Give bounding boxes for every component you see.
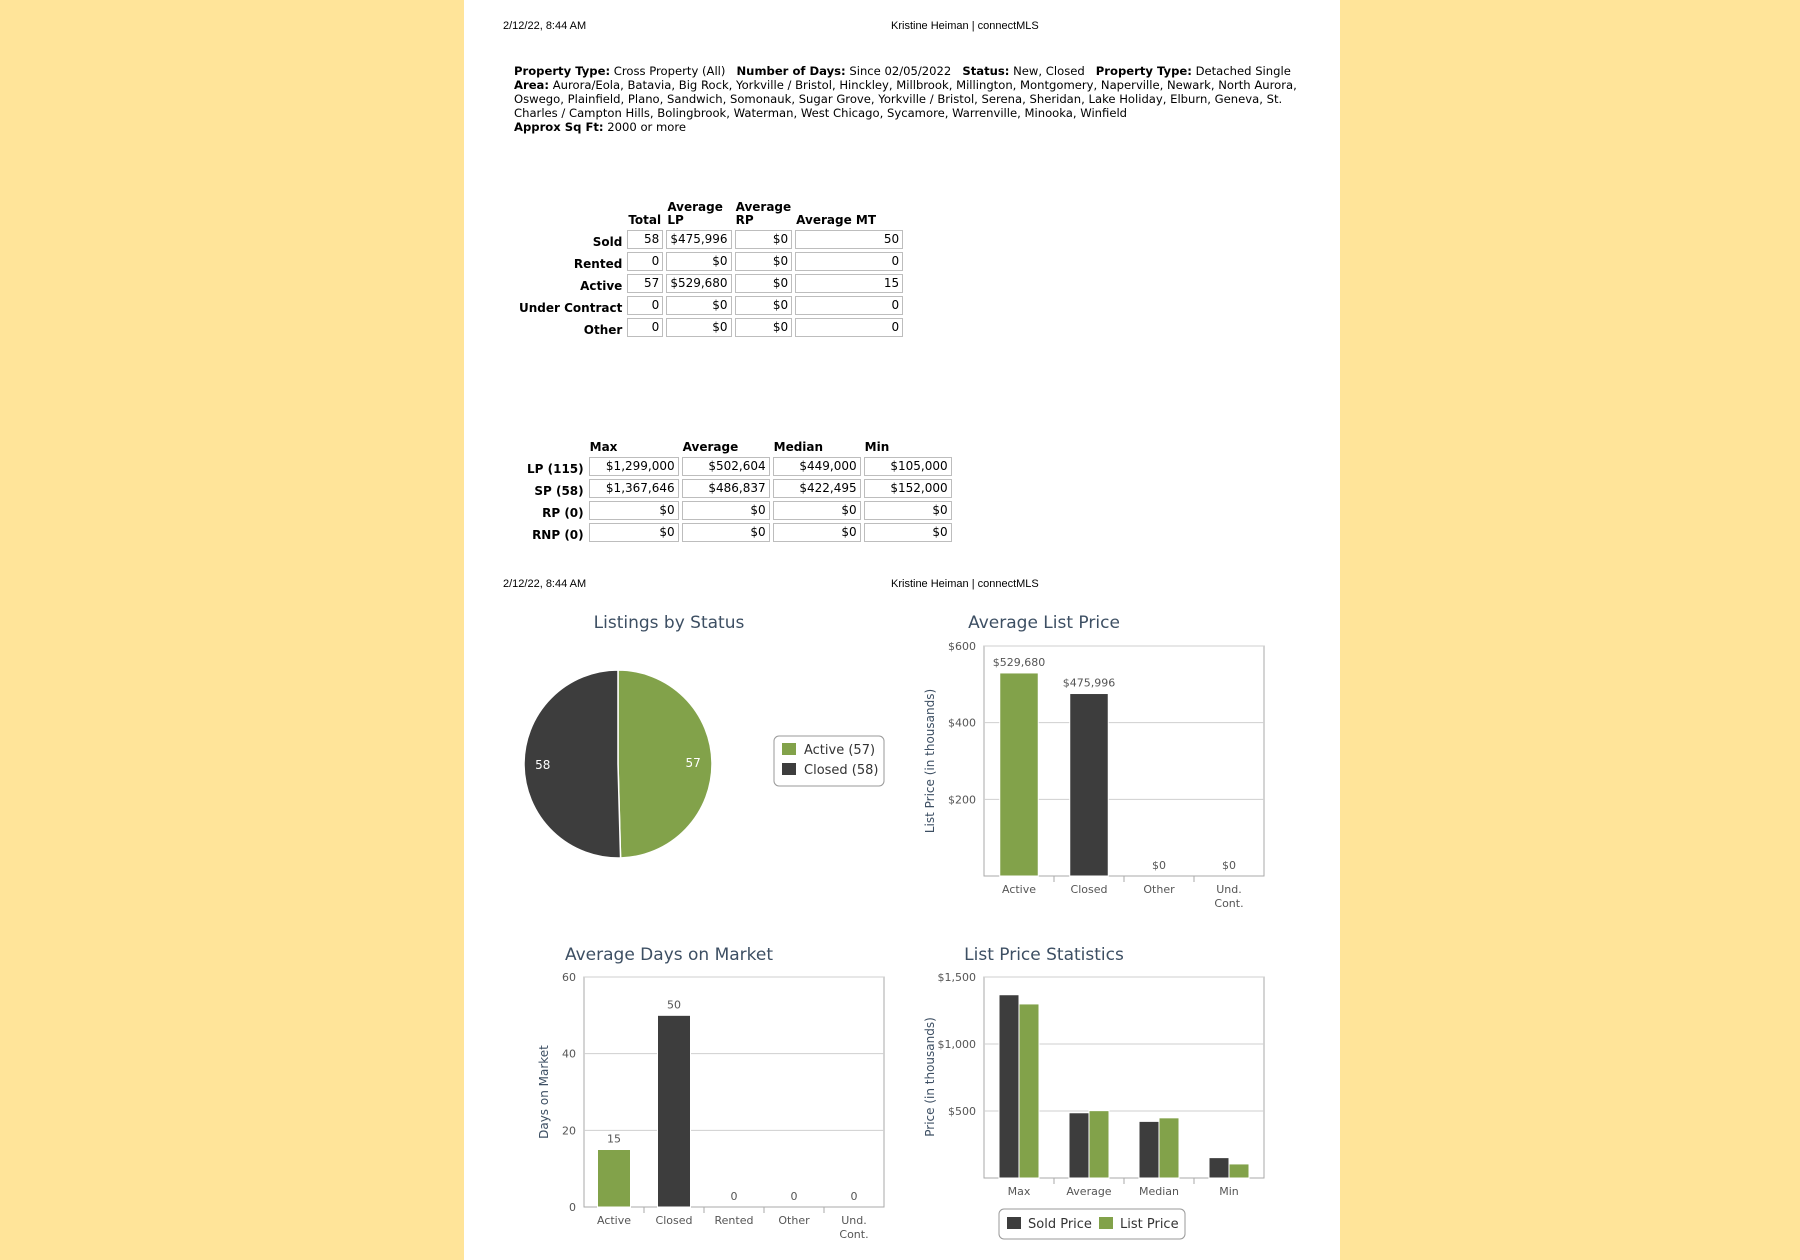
y-tick-label: $1,500 [937, 971, 976, 984]
x-tick-label: Rented [714, 1214, 754, 1227]
y-tick-label: 0 [569, 1201, 576, 1214]
table-cell: 0 [795, 318, 903, 337]
bar [1229, 1164, 1249, 1178]
data-label: 0 [850, 1190, 858, 1203]
row-label: LP (115) [527, 462, 584, 476]
table-cell: 0 [627, 318, 663, 337]
chart-title-listings-by-status: Listings by Status [593, 613, 745, 633]
pie-label-active: 57 [685, 755, 701, 770]
data-label: 15 [607, 1132, 621, 1146]
row-label: Rented [573, 257, 623, 271]
table-cell: $105,000 [864, 457, 952, 476]
bar [1069, 1113, 1089, 1178]
criteria-value: Aurora/Eola, Batavia, Big Rock, Yorkville / Bristol, Hinckley, Millbrook, Millington, Montgomery, Naperville, Newark, North Aurora, Oswego, Plainfield, Plano, Sandwich, Somonauk, Sugar Grove, Yorkville / Bristol, Serena, Sheridan, Lake Holiday, Elburn, Geneva, St. Charles / Campton Hills, Bolingbrook, Waterman, West Chicago, Sycamore, Warrenville, Minooka, Winfield [514, 78, 1297, 120]
pie-legend [774, 736, 884, 786]
criteria-value: Detached Single [1195, 64, 1291, 78]
table-cell: $0 [735, 296, 793, 315]
legend-swatch-active [782, 743, 796, 755]
table-cell: $0 [682, 501, 770, 520]
y-tick-label: 20 [562, 1124, 576, 1138]
criteria-label: Property Type: [1095, 64, 1192, 78]
y-axis-label: Days on Market [537, 1045, 551, 1139]
table-cell: $0 [589, 523, 679, 542]
table-cell: 15 [795, 274, 903, 293]
x-tick-label: Max [1007, 1185, 1031, 1198]
legend-swatch-closed [782, 763, 796, 775]
report-page [464, 0, 1340, 1260]
table-cell: $502,604 [682, 457, 770, 476]
row-label: Other [583, 323, 623, 337]
table-cell: 0 [627, 252, 663, 271]
x-tick-label: Active [1001, 883, 1037, 896]
charts-canvas [464, 0, 1340, 1260]
bar [1209, 1158, 1229, 1178]
bar [598, 1150, 631, 1208]
average-days-on-market-chart [537, 971, 884, 1241]
column-header: Average MT [796, 213, 877, 227]
table-cell: $1,299,000 [589, 457, 679, 476]
y-tick-label: 60 [562, 971, 576, 984]
data-label: $529,680 [992, 655, 1046, 669]
row-label: Under Contract [519, 301, 623, 315]
table-cell: $0 [682, 523, 770, 542]
chart-title-list-price-statistics: List Price Statistics [964, 945, 1124, 965]
column-header: Median [773, 440, 824, 454]
criteria-label: Status: [962, 64, 1010, 78]
table-cell: $0 [735, 318, 793, 337]
table-cell: $0 [589, 501, 679, 520]
list-price-statistics-chart [923, 971, 1264, 1239]
x-tick-label: Cont. [839, 1228, 869, 1241]
y-tick-label: $1,000 [937, 1038, 976, 1051]
row-label: Sold [592, 235, 623, 249]
criteria-value: Since 02/05/2022 [849, 64, 952, 78]
data-label: 0 [730, 1190, 738, 1203]
x-tick-label: Average [1066, 1185, 1112, 1198]
y-axis-label: Price (in thousands) [923, 1017, 937, 1137]
chart-title-average-days-on-market: Average Days on Market [564, 945, 774, 965]
bar [1159, 1118, 1179, 1178]
print-timestamp: 2/12/22, 8:44 AM [503, 20, 587, 32]
data-label: $0 [1222, 859, 1236, 872]
data-label: $0 [1152, 859, 1166, 872]
table-cell: $0 [864, 501, 952, 520]
legend-label-closed: Closed (58) [804, 763, 879, 778]
price-stats-legend [999, 1209, 1185, 1239]
table-cell: $529,680 [666, 274, 731, 293]
table-cell: 0 [627, 296, 663, 315]
legend-swatch-list [1099, 1217, 1113, 1229]
column-header: Min [864, 440, 890, 454]
print-timestamp: 2/12/22, 8:44 AM [503, 578, 587, 590]
table-cell: $0 [773, 523, 861, 542]
y-tick-label: $600 [948, 640, 976, 653]
table-cell: $0 [735, 230, 793, 249]
bar [1070, 694, 1109, 876]
criteria-value: Cross Property (All) [613, 64, 726, 78]
x-tick-label: Cont. [1214, 897, 1244, 910]
column-header: Average LP [667, 200, 723, 227]
table-cell: $0 [864, 523, 952, 542]
data-label: $475,996 [1062, 676, 1116, 690]
table-cell: $0 [666, 296, 731, 315]
legend-swatch-sold [1007, 1217, 1021, 1229]
pie-chart [524, 670, 712, 858]
criteria-value: New, Closed [1013, 64, 1085, 78]
table-cell: $449,000 [773, 457, 861, 476]
y-tick-label: $400 [948, 716, 976, 730]
y-tick-label: 40 [562, 1047, 576, 1061]
criteria-label: Approx Sq Ft: [514, 120, 604, 134]
legend-label-active: Active (57) [804, 743, 876, 758]
data-label: 50 [667, 998, 681, 1012]
table-cell: $0 [666, 318, 731, 337]
row-label: RP (0) [542, 506, 584, 520]
print-author: Kristine Heiman | connectMLS [891, 578, 1039, 590]
row-label: RNP (0) [532, 528, 584, 542]
x-tick-label: Min [1219, 1185, 1239, 1198]
column-header: Average RP [735, 200, 792, 227]
legend-label-list: List Price [1120, 1217, 1179, 1232]
legend-label-sold: Sold Price [1028, 1217, 1092, 1232]
bar [658, 1015, 691, 1207]
bar [999, 995, 1019, 1178]
x-tick-label: Und. [1216, 883, 1242, 896]
x-tick-label: Other [1143, 883, 1175, 896]
x-tick-label: Active [596, 1214, 632, 1227]
table-cell: 0 [795, 296, 903, 315]
y-tick-label: $200 [948, 793, 976, 807]
bar [1019, 1004, 1039, 1178]
table-cell: 58 [627, 230, 663, 249]
table-cell: $475,996 [666, 230, 731, 249]
table-cell: $152,000 [864, 479, 952, 498]
print-author: Kristine Heiman | connectMLS [891, 20, 1039, 32]
table-cell: 50 [795, 230, 903, 249]
x-tick-label: Closed [1070, 883, 1108, 896]
column-header: Max [589, 440, 618, 454]
criteria-label: Number of Days: [736, 64, 846, 78]
table-cell: 57 [627, 274, 663, 293]
criteria-value: 2000 or more [607, 120, 687, 134]
table-cell: $486,837 [682, 479, 770, 498]
pie-label-closed: 58 [535, 758, 551, 773]
chart-title-average-list-price: Average List Price [968, 613, 1120, 633]
table-cell: $422,495 [773, 479, 861, 498]
table-cell: $0 [735, 274, 793, 293]
data-label: 0 [790, 1190, 798, 1203]
column-header: Total [628, 213, 662, 227]
average-list-price-chart [923, 640, 1264, 910]
bar [1089, 1111, 1109, 1178]
y-axis-label: List Price (in thousands) [923, 688, 937, 834]
table-cell: $0 [666, 252, 731, 271]
x-tick-label: Other [778, 1214, 810, 1227]
x-tick-label: Closed [655, 1214, 693, 1227]
bar [1139, 1121, 1159, 1178]
criteria-label: Property Type: [514, 64, 611, 78]
table-cell: $0 [773, 501, 861, 520]
table-cell: $1,367,646 [589, 479, 679, 498]
y-tick-label: $500 [948, 1105, 976, 1118]
x-tick-label: Median [1138, 1185, 1180, 1198]
criteria-label: Area: [514, 78, 550, 92]
bar [1000, 673, 1039, 876]
row-label: Active [580, 279, 623, 293]
column-header: Average [682, 440, 739, 454]
row-label: SP (58) [534, 484, 584, 498]
x-tick-label: Und. [841, 1214, 867, 1227]
table-cell: 0 [795, 252, 903, 271]
table-cell: $0 [735, 252, 793, 271]
